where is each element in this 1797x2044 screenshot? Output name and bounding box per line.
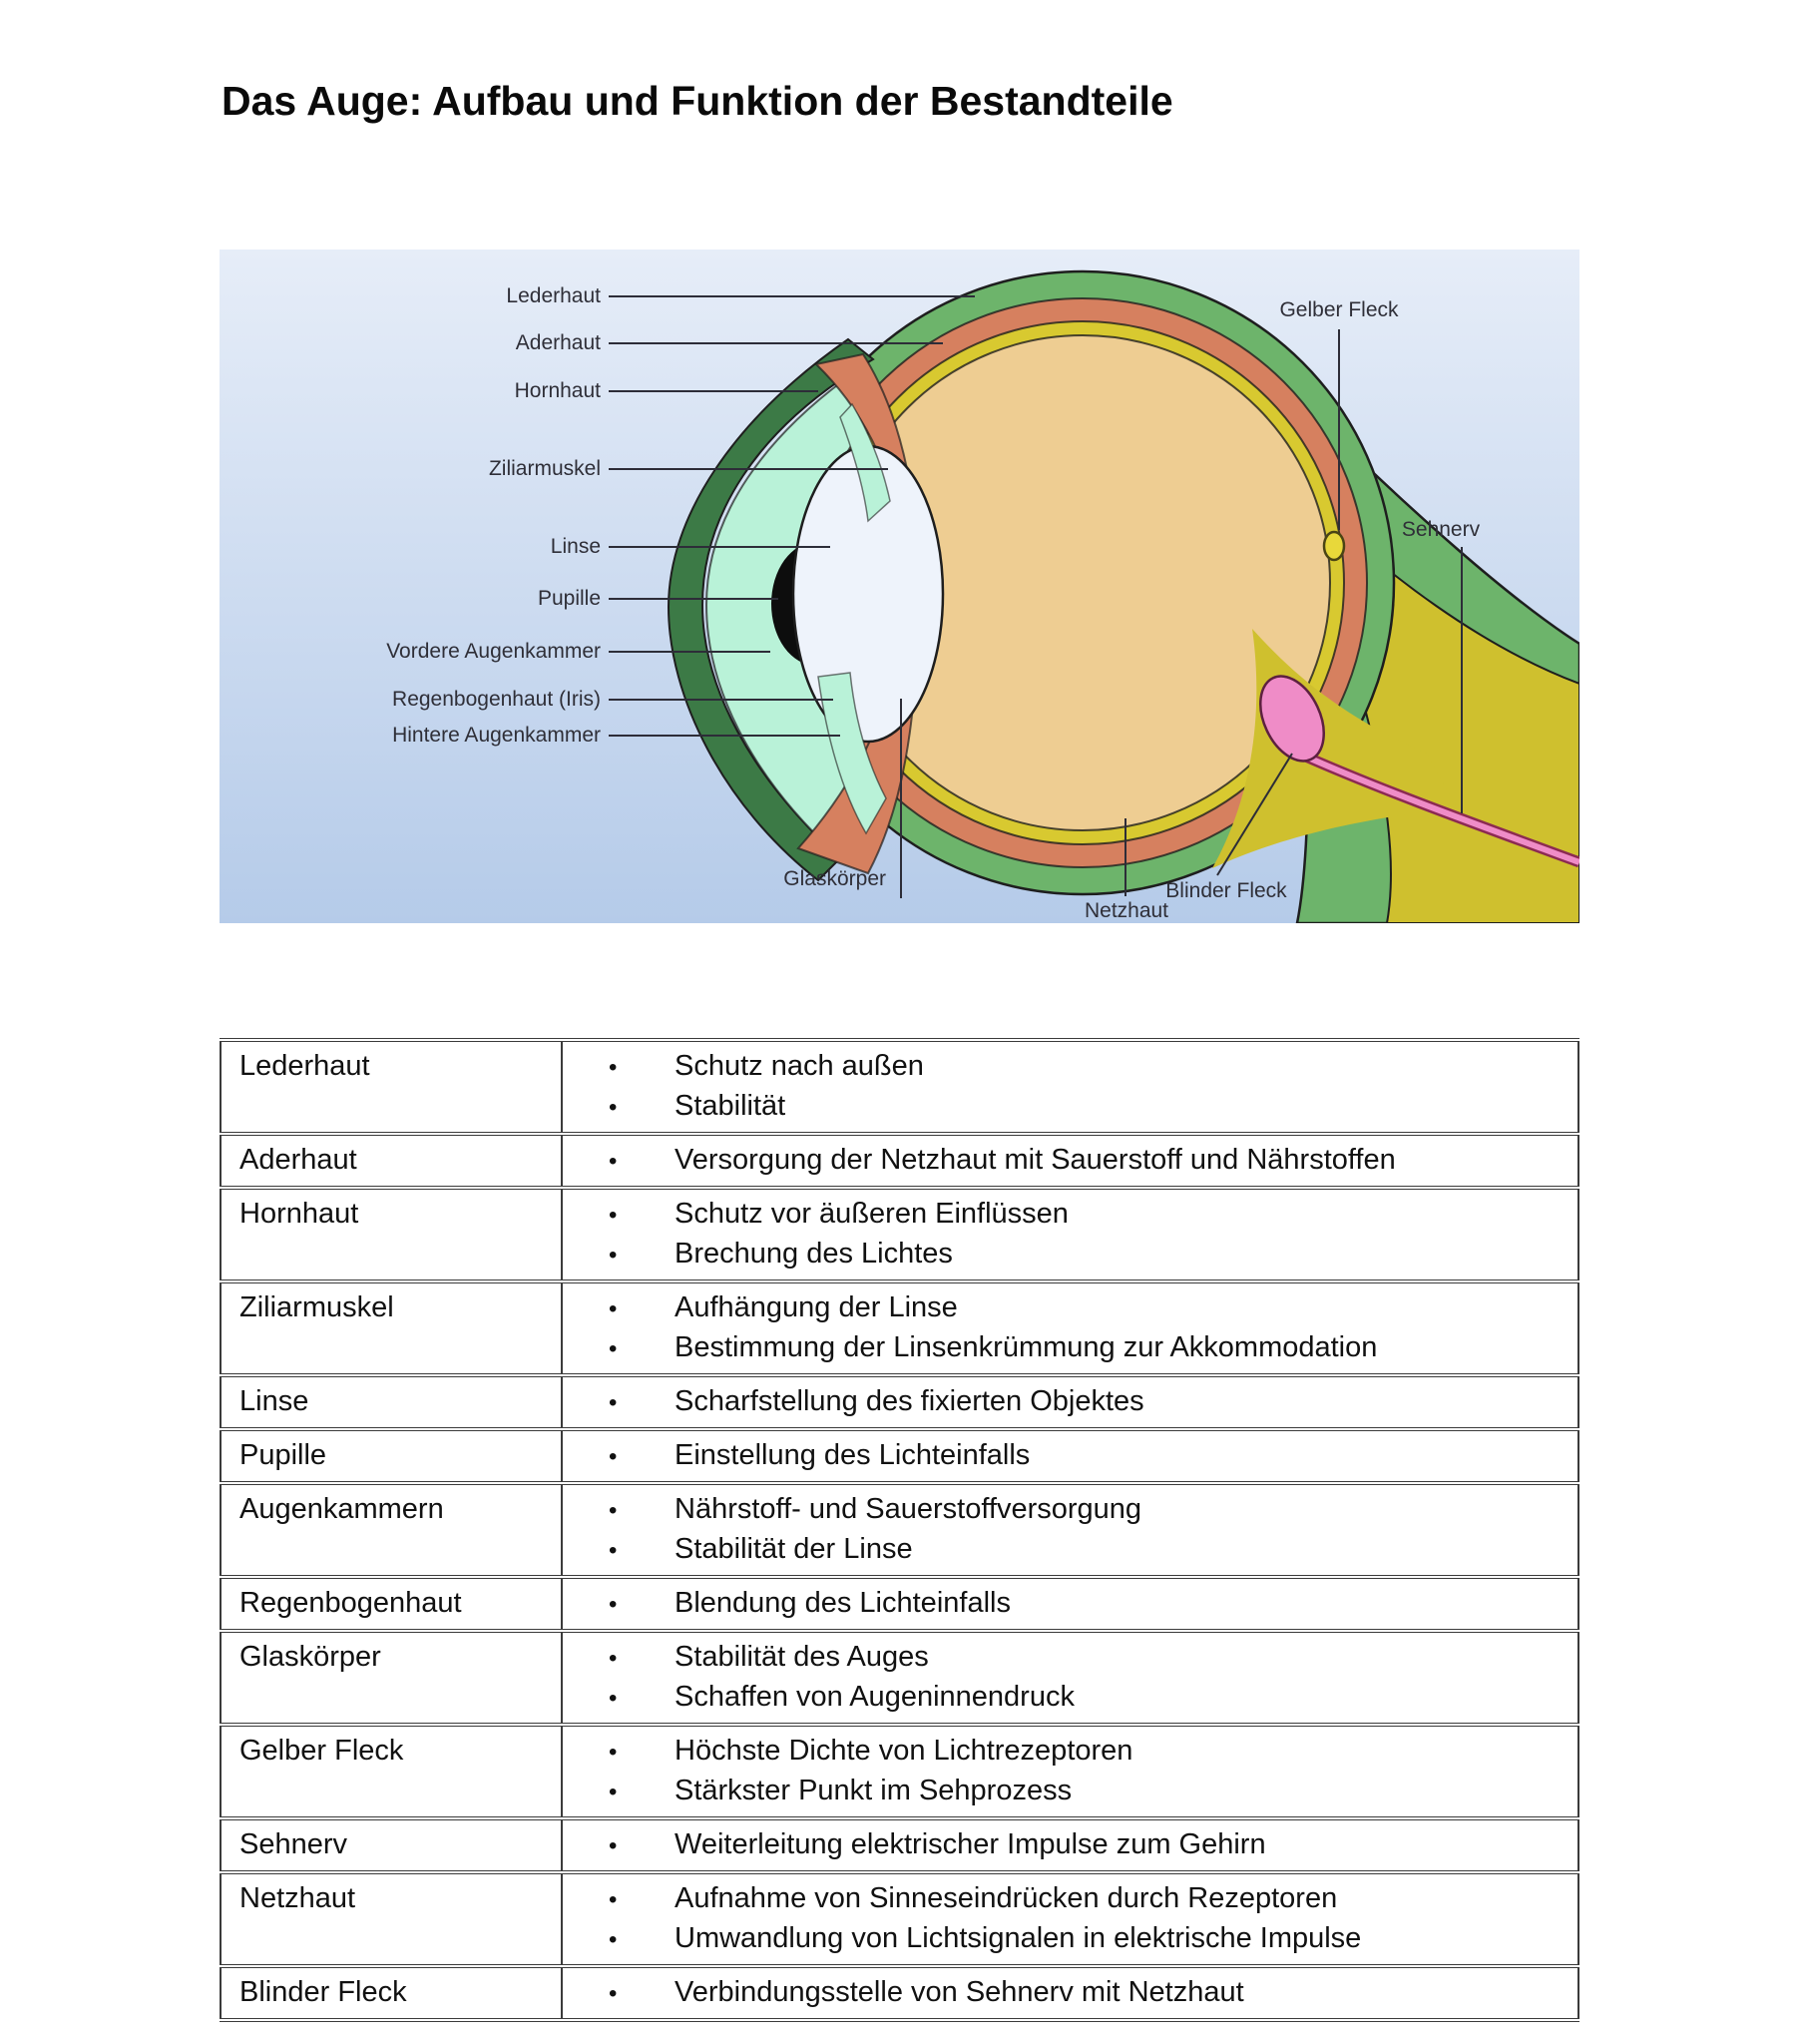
diagram-label-netzhaut: Netzhaut <box>1084 899 1169 922</box>
functions-cell <box>562 1375 1578 1429</box>
functions-cell <box>562 1429 1578 1483</box>
eye-diagram <box>220 250 1579 923</box>
function-item <box>563 1382 1577 1422</box>
function-item <box>563 1235 1577 1275</box>
functions-cell <box>562 1966 1578 2020</box>
table-row <box>221 1483 1578 1577</box>
bullet-icon: • <box>609 1537 618 1564</box>
table-row <box>221 1040 1578 1134</box>
functions-cell <box>562 1188 1578 1281</box>
functions-table <box>220 1038 1579 2022</box>
bullet-icon: • <box>609 1242 618 1269</box>
table-row <box>221 1577 1578 1631</box>
function-text: Schaffen von Augeninnendruck <box>674 1681 1075 1713</box>
bullet-icon: • <box>609 1497 618 1524</box>
functions-cell <box>562 1631 1578 1725</box>
function-text: Stabilität <box>674 1090 786 1122</box>
table-row <box>221 1429 1578 1483</box>
function-item <box>563 1047 1577 1087</box>
bullet-icon: • <box>609 1054 618 1081</box>
function-text: Stabilität der Linse <box>674 1533 913 1565</box>
table-row <box>221 1375 1578 1429</box>
diagram-label-linse: Linse <box>550 535 601 558</box>
function-item <box>563 1973 1577 2013</box>
function-text: Nährstoff- und Sauerstoffversorgung <box>674 1493 1142 1525</box>
functions-cell <box>562 1725 1578 1818</box>
bullet-icon: • <box>609 1980 618 2007</box>
part-name-cell: Regenbogenhaut <box>221 1577 562 1631</box>
function-item <box>563 1530 1577 1570</box>
function-item <box>563 1141 1577 1181</box>
function-text: Scharfstellung des fixierten Objektes <box>674 1385 1144 1417</box>
bullet-icon: • <box>609 1094 618 1121</box>
bullet-icon: • <box>609 1389 618 1416</box>
table-row <box>221 1631 1578 1725</box>
page-title: Das Auge: Aufbau und Funktion der Bestandteile <box>222 78 1173 124</box>
part-name-cell: Ziliarmuskel <box>221 1281 562 1375</box>
bullet-icon: • <box>609 1832 618 1859</box>
function-item <box>563 1825 1577 1865</box>
diagram-label-blinder-fleck: Blinder Fleck <box>1165 879 1287 902</box>
function-text: Aufhängung der Linse <box>674 1291 958 1323</box>
function-text: Stabilität des Auges <box>674 1641 929 1673</box>
bullet-icon: • <box>609 1591 618 1618</box>
diagram-label-lederhaut: Lederhaut <box>506 284 601 307</box>
bullet-icon: • <box>609 1645 618 1672</box>
macula-shape <box>1324 532 1344 560</box>
part-name-cell: Augenkammern <box>221 1483 562 1577</box>
function-text: Schutz nach außen <box>674 1050 924 1082</box>
function-text: Brechung des Lichtes <box>674 1238 953 1270</box>
function-text: Versorgung der Netzhaut mit Sauerstoff und Nährstoffen <box>674 1144 1396 1176</box>
bullet-icon: • <box>609 1739 618 1766</box>
part-name-cell: Gelber Fleck <box>221 1725 562 1818</box>
part-name-cell: Sehnerv <box>221 1818 562 1872</box>
function-text: Einstellung des Lichteinfalls <box>674 1439 1031 1471</box>
bullet-icon: • <box>609 1335 618 1362</box>
function-item <box>563 1584 1577 1624</box>
functions-cell <box>562 1040 1578 1134</box>
bullet-icon: • <box>609 1779 618 1805</box>
function-text: Umwandlung von Lichtsignalen in elektrische Impulse <box>674 1922 1362 1954</box>
function-text: Verbindungsstelle von Sehnerv mit Netzhaut <box>674 1976 1244 2008</box>
table-row <box>221 1818 1578 1872</box>
functions-cell <box>562 1872 1578 1966</box>
diagram-label-sehnerv: Sehnerv <box>1401 518 1481 541</box>
function-item <box>563 1919 1577 1959</box>
part-name-cell: Netzhaut <box>221 1872 562 1966</box>
part-name-cell: Lederhaut <box>221 1040 562 1134</box>
part-name-cell: Glaskörper <box>221 1631 562 1725</box>
part-name-cell: Aderhaut <box>221 1134 562 1188</box>
function-text: Schutz vor äußeren Einflüssen <box>674 1198 1069 1230</box>
function-item <box>563 1288 1577 1328</box>
function-text: Höchste Dichte von Lichtrezeptoren <box>674 1735 1133 1767</box>
functions-cell <box>562 1577 1578 1631</box>
part-name-cell: Blinder Fleck <box>221 1966 562 2020</box>
function-item <box>563 1328 1577 1368</box>
function-item <box>563 1195 1577 1235</box>
function-item <box>563 1087 1577 1127</box>
bullet-icon: • <box>609 1443 618 1470</box>
part-name-cell: Hornhaut <box>221 1188 562 1281</box>
functions-cell <box>562 1818 1578 1872</box>
bullet-icon: • <box>609 1202 618 1229</box>
bullet-icon: • <box>609 1295 618 1322</box>
function-item <box>563 1732 1577 1772</box>
function-text: Blendung des Lichteinfalls <box>674 1587 1011 1619</box>
table-row <box>221 1188 1578 1281</box>
diagram-label-hintere-augenkammer: Hintere Augenkammer <box>392 724 601 747</box>
table-row <box>221 1966 1578 2020</box>
function-text: Aufnahme von Sinneseindrücken durch Rezeptoren <box>674 1882 1338 1914</box>
functions-table-body <box>221 1040 1578 2020</box>
table-row <box>221 1725 1578 1818</box>
function-item <box>563 1772 1577 1811</box>
function-item <box>563 1879 1577 1919</box>
diagram-label-aderhaut: Aderhaut <box>515 331 601 354</box>
function-item <box>563 1490 1577 1530</box>
function-text: Weiterleitung elektrischer Impulse zum Gehirn <box>674 1828 1266 1860</box>
diagram-label-regenbogenhaut: Regenbogenhaut (Iris) <box>392 688 601 711</box>
diagram-label-vordere-augenkammer: Vordere Augenkammer <box>386 640 601 663</box>
table-row <box>221 1281 1578 1375</box>
part-name-cell: Linse <box>221 1375 562 1429</box>
bullet-icon: • <box>609 1886 618 1913</box>
table-row <box>221 1872 1578 1966</box>
bullet-icon: • <box>609 1148 618 1175</box>
functions-cell <box>562 1134 1578 1188</box>
function-item <box>563 1638 1577 1678</box>
table-row <box>221 1134 1578 1188</box>
diagram-label-gelber-fleck: Gelber Fleck <box>1279 298 1399 321</box>
functions-cell <box>562 1483 1578 1577</box>
function-text: Bestimmung der Linsenkrümmung zur Akkommodation <box>674 1331 1378 1363</box>
function-item <box>563 1436 1577 1476</box>
functions-cell <box>562 1281 1578 1375</box>
diagram-label-glaskoerper: Glaskörper <box>783 867 886 890</box>
bullet-icon: • <box>609 1926 618 1953</box>
function-text: Stärkster Punkt im Sehprozess <box>674 1775 1073 1806</box>
bullet-icon: • <box>609 1685 618 1712</box>
diagram-label-hornhaut: Hornhaut <box>514 379 601 402</box>
function-item <box>563 1678 1577 1718</box>
part-name-cell: Pupille <box>221 1429 562 1483</box>
diagram-label-pupille: Pupille <box>537 587 601 610</box>
diagram-label-ziliarmuskel: Ziliarmuskel <box>488 457 601 480</box>
